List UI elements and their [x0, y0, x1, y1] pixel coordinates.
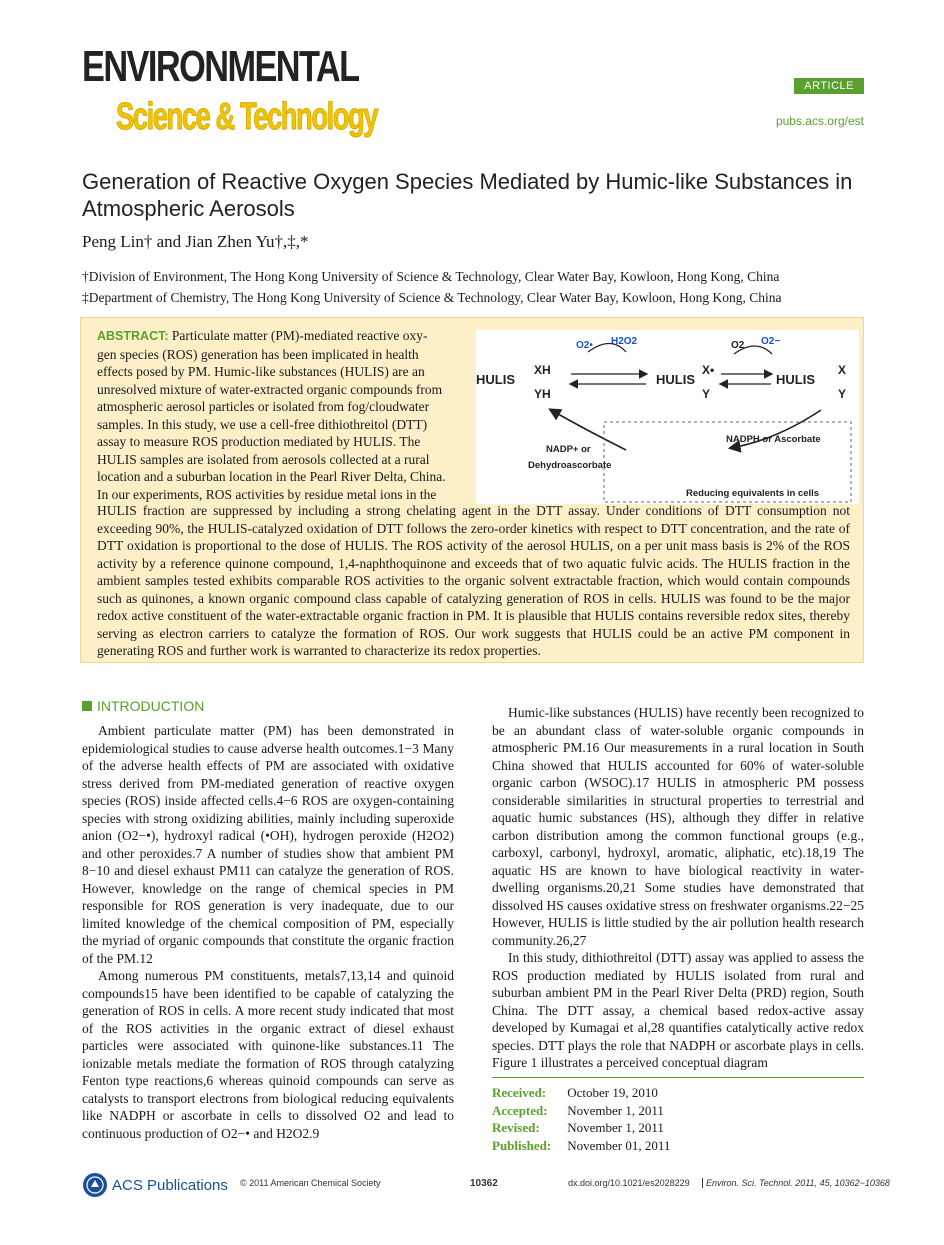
o2-label: O2 [731, 340, 745, 351]
citation: Environ. Sci. Technol. 2011, 45, 10362−10368 [702, 1178, 890, 1188]
date-revised: Revised: November 1, 2011 [492, 1120, 664, 1135]
abstract-line: gen species (ROS) generation has been implicated in health [97, 346, 419, 362]
o2-minus-label: O2− [761, 336, 781, 347]
intro-column-2 [492, 704, 864, 1072]
abstract-line: unresolved mixture of water-extracted organic compounds from [97, 381, 443, 397]
article-title: Generation of Reactive Oxygen Species Mediated by Humic-like Substances in Atmospheric Aerosols [82, 169, 853, 221]
abstract-box [80, 317, 864, 663]
abstract-line: Particulate matter (PM)-mediated reactive oxy- [171, 328, 428, 343]
acs-publications-logo[interactable] [82, 1172, 228, 1198]
author-list: Peng Lin† and Jian Zhen Yu†,‡,* [82, 232, 309, 251]
date-received: Received: October 19, 2010 [492, 1085, 658, 1100]
abstract-line: assay to measure ROS production mediated by HULIS. The [97, 434, 421, 449]
yh-label: YH [534, 387, 551, 401]
abstract-line: atmospheric aerosol particles or isolated from fog/cloudwater [97, 399, 430, 414]
hulis-semiquinone-label: HULIS [656, 372, 695, 387]
h2o2-label: H2O2 [611, 336, 638, 347]
abstract-narrow-text [97, 327, 464, 503]
redox-cycle-diagram [476, 330, 859, 504]
y-label: Y [838, 387, 847, 401]
nadp-label: NADP+ or [546, 444, 591, 455]
article-type-badge: ARTICLE [794, 78, 864, 94]
copyright: © 2011 American Chemical Society [240, 1178, 381, 1188]
section-marker-icon [82, 701, 92, 711]
publication-dates [492, 1077, 864, 1154]
acs-publications-text: ACS Publications [112, 1176, 228, 1194]
journal-url[interactable]: pubs.acs.org/est [775, 114, 864, 128]
abstract-line: In our experiments, ROS activities by residue metal ions in the [97, 486, 437, 502]
logo-environmental: ENVIRONMENTAL [82, 42, 359, 91]
acs-seal-icon [82, 1172, 108, 1198]
abstract-wide-text: HULIS fraction are suppressed by including a strong chelating agent in the DTT assay. Under conditions of DTT consumption not exceeding 90%, the HULIS-catalyzed oxidation of DTT follows the zero-order kinetics with respect to DTT concentration, and the rate of DTT oxidation is proportional to the dose of HULIS. The ROS activity of the aerosol HULIS, on a per unit mass basis is 2% of the ROS activity by a reference quinone compound, 1,4-naphthoquinone and exceeds that of two aquatic fulvic acids. The HULIS fraction in the ambient samples tested exhibits comparable ROS activities to the organic solvent extractable fraction, which would contain compounds such as quinones, a known organic compound class capable of catalyzing generation of ROS in cells. HULIS was found to be the major redox active constituent of the water-extractable organic fraction in PM. It is plausible that HULIS contains reversible redox sites, thereby serving as electron carriers to catalyze the formation of ROS. Our work suggests that HULIS could be an active PM component in generating ROS and further work is warranted to characterize its redox properties. [97, 503, 850, 658]
intro-paragraph-2: Among numerous PM constituents, metals7,13,14 and quinoid compounds15 have been identified to be capable of catalyzing the generation of ROS in cells. A more recent study indicated that most of the ROS activities in the organic extract of diesel exhaust particles were associated with quinone-like substances.11 The ionizable metals mediate the formation of ROS through catalyzing Fenton type reactions,6 whereas quinoid compounds can serve as catalysts to transport electrons from biological reducing equivalents like NADPH or ascorbate in cells to dissolved O2 and lead to continuous production of O2−• and H2O2.9 [82, 968, 454, 1141]
intro-paragraph-4: In this study, dithiothreitol (DTT) assay was applied to assess the ROS production mediated by HULIS isolated from rural and suburban ambient PM in the Pearl River Delta (PRD) region, South China. The DTT assay, a chemical based redox-active assay developed by Kumagai et al,28 quantifies catalytically active redox species. DTT plays the role that NADPH or ascorbate plays in cells. Figure 1 illustrates a perceived conceptual diagram [492, 950, 864, 1070]
abstract-label: ABSTRACT: [97, 329, 169, 343]
xh-label: XH [534, 363, 551, 377]
affiliation-2: ‡Department of Chemistry, The Hong Kong University of Science & Technology, Clear Water Bay, Kowloon, Hong Kong, China [82, 290, 782, 305]
x-label: X [838, 363, 847, 377]
abstract-line: HULIS samples are isolated from aerosols collected at a rural [97, 451, 430, 467]
y-anion-label: Y [702, 387, 711, 401]
affiliation-1: †Division of Environment, The Hong Kong University of Science & Technology, Clear Water Bay, Kowloon, Hong Kong, China [82, 269, 780, 284]
journal-logo [82, 40, 378, 150]
page-number: 10362 [470, 1178, 498, 1189]
x-radical-label: X• [702, 363, 715, 377]
nadph-label: NADPH or Ascorbate [726, 434, 821, 445]
o2-radical-label: O2• [576, 340, 593, 351]
hulis-oxidized-label: HULIS [776, 372, 815, 387]
intro-column-1 [82, 722, 454, 1142]
date-accepted: Accepted: November 1, 2011 [492, 1102, 664, 1118]
section-heading-introduction [82, 698, 204, 714]
abstract-line: samples. In this study, we use a cell-free dithiothreitol (DTT) [97, 416, 428, 432]
abstract-line: location and a suburban location in the Pearl River Delta, China. [97, 469, 446, 484]
hulis-reduced-label: HULIS [476, 372, 515, 387]
intro-paragraph-1: Ambient particulate matter (PM) has been demonstrated in epidemiological studies to cause adverse health outcomes.1−3 Many of the adverse health effects of PM are associated with oxidative stress derived from PM-mediated generation of reactive oxygen species (ROS) inside affected cells.4−6 ROS are oxygen-containing species with strong oxidizing abilities, mainly including superoxide anion (O2−•), hydroxyl radical (•OH), hydrogen peroxide (H2O2) and other peroxides.7 A number of studies show that ambient PM 8−10 and diesel exhaust PM11 can catalyze the generation of ROS. However, knowledge on the range of chemical species in PM responsible for ROS generation is very inadequate, due to our limited knowledge of the chemical composition of PM, especially the myriad of organic compounds that constitute the organic fraction of the PM.12 [82, 723, 454, 966]
abstract-line: effects posed by PM. Humic-like substances (HULIS) are an [97, 364, 425, 379]
dehydroascorbate-label: Dehydroascorbate [528, 460, 612, 471]
intro-paragraph-3: Humic-like substances (HULIS) have recently been recognized to be an abundant class of water-soluble organic compounds in atmospheric PM.16 Our measurements in a rural location in South China showed that HULIS accounted for 60% of water-soluble organic carbon (WSOC).17 HULIS in atmospheric PM possess considerable similarities in structural properties to terrestrial and aquatic humic substances (HS), although they differ in relative carbon distribution among the common functional groups (e.g., carboxyl, carbonyl, hydroxyl, aromatic, aliphatic, etc).18,19 The aquatic HS are known to have biological reactivity in water-dwelling organisms.20,21 Some studies have demonstrated that dissolved HS causes oxidative stress on freshwater organisms.22−25 However, HULIS is little studied by the air pollution health research community.26,27 [492, 705, 864, 948]
reducing-equivalents-label: Reducing equivalents in cells [686, 488, 820, 499]
doi-link[interactable]: dx.doi.org/10.1021/es2028229 [568, 1178, 690, 1188]
section-heading-text: INTRODUCTION [97, 698, 205, 714]
logo-science-technology: Science & Technology [116, 96, 378, 138]
date-published: Published: November 01, 2011 [492, 1137, 671, 1153]
toc-graphic [476, 330, 859, 504]
